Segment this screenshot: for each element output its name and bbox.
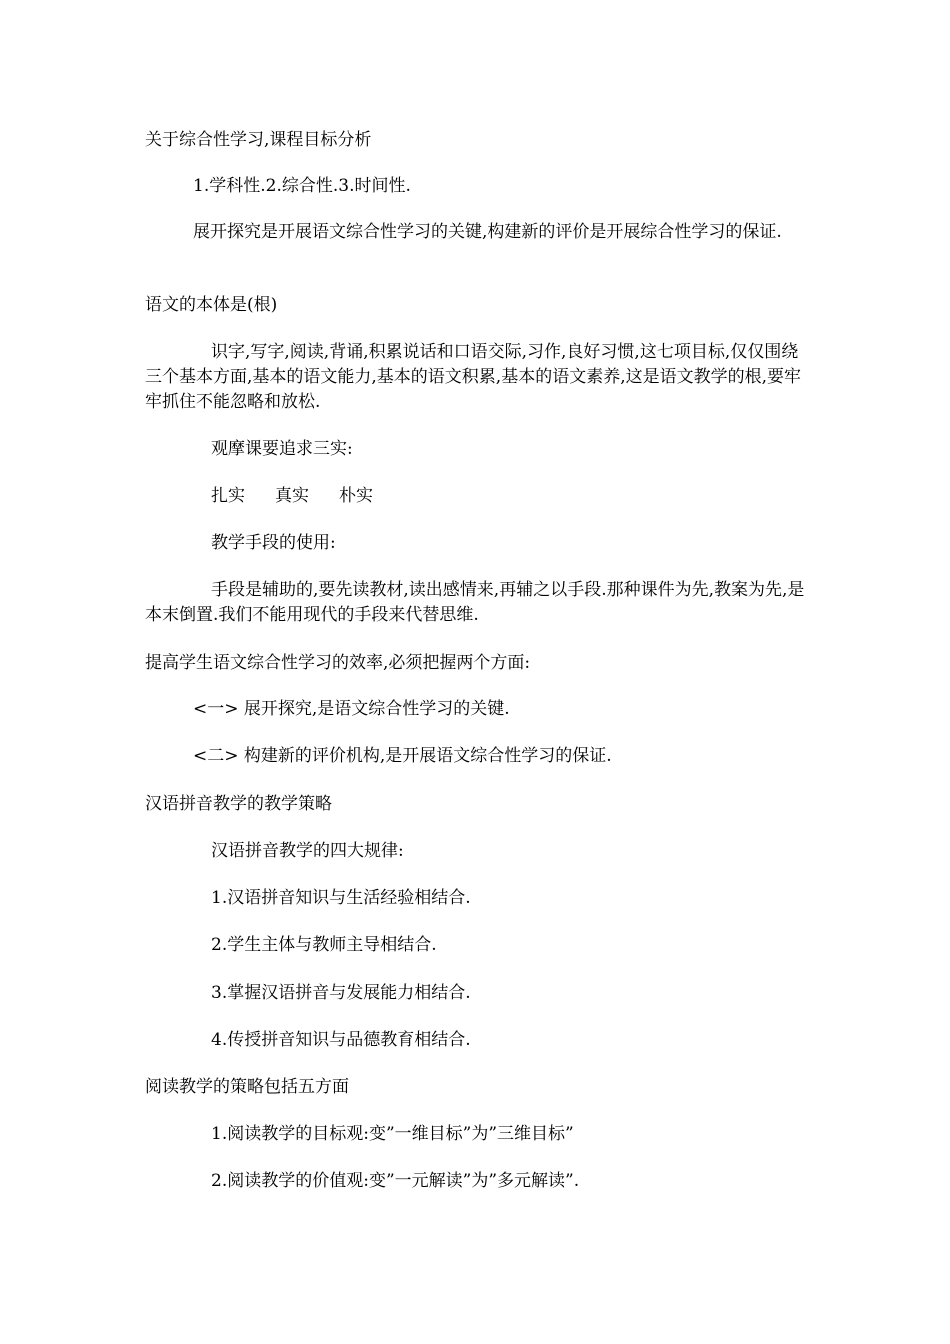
solid-item-1: 扎实: [211, 486, 245, 506]
observation-class-label: 观摩课要追求三实:: [211, 439, 353, 459]
pinyin-rule-1: 1.汉语拼音知识与生活经验相结合.: [211, 888, 471, 908]
heading-comprehensive-learning: 关于综合性学习,课程目标分析: [145, 130, 372, 150]
pinyin-rule-4: 4.传授拼音知识与品德教育相结合.: [211, 1030, 471, 1050]
efficiency-point-2: <二> 构建新的评价机构,是开展语文综合性学习的保证.: [193, 746, 612, 766]
pinyin-rules-label: 汉语拼音教学的四大规律:: [211, 841, 404, 861]
heading-pinyin-strategy: 汉语拼音教学的教学策略: [145, 794, 332, 814]
pinyin-rule-2: 2.学生主体与教师主导相结合.: [211, 935, 437, 955]
efficiency-point-1: <一> 展开探究,是语文综合性学习的关键.: [193, 699, 510, 719]
paragraph-explore-key: 展开探究是开展语文综合性学习的关键,构建新的评价是开展综合性学习的保证.: [193, 222, 782, 242]
teaching-means-label: 教学手段的使用:: [211, 533, 336, 553]
reading-strategy-1: 1.阅读教学的目标观:变”一维目标”为”三维目标”: [211, 1124, 574, 1144]
heading-efficiency: 提高学生语文综合性学习的效率,必须把握两个方面:: [145, 653, 531, 673]
paragraph-teaching-means: 手段是辅助的,要先读教材,读出感情来,再辅之以手段.那种课件为先,教案为先,是本末倒置.我们不能用现代的手段来代替思维.: [145, 580, 805, 625]
course-goal-list: 1.学科性.2.综合性.3.时间性.: [193, 176, 411, 196]
three-solid-line: [211, 484, 373, 509]
solid-item-3: 朴实: [339, 486, 373, 506]
reading-strategy-2: 2.阅读教学的价值观:变”一元解读”为”多元解读”.: [211, 1171, 580, 1191]
solid-item-2: 真实: [275, 486, 309, 506]
pinyin-rule-3: 3.掌握汉语拼音与发展能力相结合.: [211, 983, 471, 1003]
heading-chinese-essence: 语文的本体是(根): [145, 295, 278, 315]
heading-reading-strategy: 阅读教学的策略包括五方面: [145, 1077, 349, 1097]
paragraph-seven-goals: 识字,写字,阅读,背诵,积累说话和口语交际,习作,良好习惯,这七项目标,仅仅围绕三个基本方面,基本的语文能力,基本的语文积累,基本的语文素养,这是语文教学的根,要牢牢抓住不能忽略和放松.: [145, 342, 802, 412]
